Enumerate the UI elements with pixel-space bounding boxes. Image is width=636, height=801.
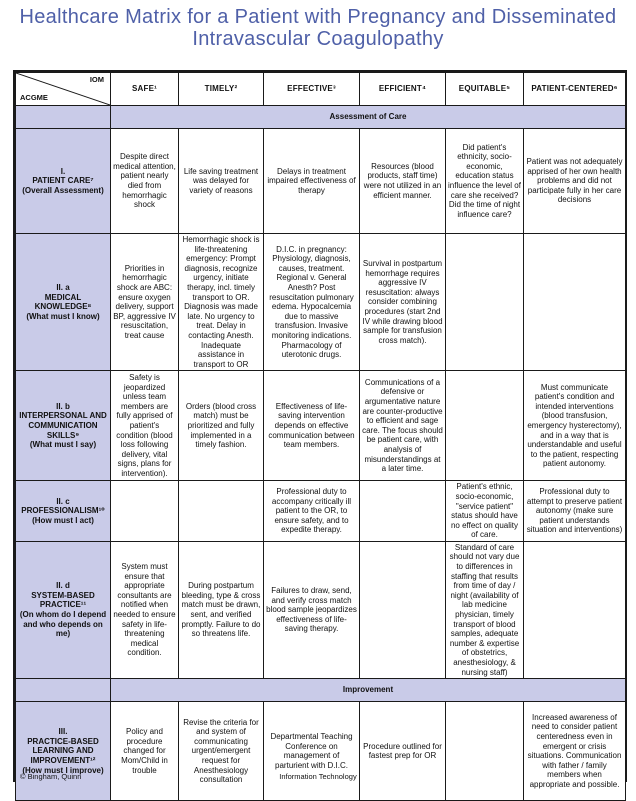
table-cell: Procedure outlined for fastest prep for OR <box>360 702 446 801</box>
table-row <box>16 234 626 371</box>
row-number: I. <box>60 166 66 176</box>
table-row <box>16 702 626 801</box>
table-cell: Delays in treatment impaired effectiveness of therapy <box>264 129 360 234</box>
table-cell <box>446 702 524 801</box>
table-cell: Despite direct medical attention, patient nearly died from hemorrhagic shock <box>111 129 179 234</box>
col-safe: SAFE¹ <box>111 73 179 106</box>
table-cell: D.I.C. in pregnancy: Physiology, diagnosis, causes, treatment. Regional v. General Anesth? Post resuscitation pulmonary edema. Hypocalcemia due to massive transfusion. Invasive monitoring indications. Pharmacology of uterotonic drugs. <box>264 234 360 371</box>
table-cell: Failures to draw, send, and verify cross match blood sample jeopardizes effectiveness of life-saving therapy. <box>264 541 360 678</box>
table-cell <box>360 481 446 542</box>
table-cell: Effectiveness of life-saving intervention depends on effective communication between team members. <box>264 371 360 481</box>
section-left-spacer <box>16 106 111 129</box>
section-row-assessment <box>16 106 626 129</box>
table-row <box>16 371 626 481</box>
col-timely: TIMELY² <box>179 73 264 106</box>
table-cell: Orders (blood cross match) must be prioritized and fully implemented in a timely fashion. <box>179 371 264 481</box>
table-cell: Increased awareness of need to consider patient centeredness even in emergent or crisis situations. Communication with father / family members when appropriate and possible. <box>524 702 626 801</box>
row-head-medical-knowledge <box>16 234 111 371</box>
row-subtitle: (What must I say) <box>29 440 97 450</box>
row-head-patient-care <box>16 129 111 234</box>
table-cell: Standard of care should not vary due to differences in staffing that results from time of day / night (availability of lab medicine physician, timely transport of blood samples, adequate number & expertise of obstetrics, anesthesiology, & nursing staff) <box>446 541 524 678</box>
row-head-practice-based <box>16 702 111 801</box>
corner-cell <box>16 73 111 106</box>
table-row <box>16 481 626 542</box>
row-subtitle: (Overall Assessment) <box>22 185 104 195</box>
table-cell: Communications of a defensive or argumentative nature are counter-productive to efficient and sage care. The focus should be patient care, with analysis of misunderstandings at a later time. <box>360 371 446 481</box>
table-cell: Patient was not adequately apprised of her own health problems and did not participate fully in her care decisions <box>524 129 626 234</box>
table-cell: System must ensure that appropriate consultants are notified when needed to ensure safety in life-threatening medical condition. <box>111 541 179 678</box>
title-line-2: Intravascular Coagulopathy <box>192 28 444 50</box>
row-number: II. a <box>56 282 70 292</box>
table-cell: Departmental Teaching Conference on management of parturient with D.I.C. <box>264 702 360 801</box>
row-number: II. d <box>56 581 70 591</box>
row-subtitle: (On whom do I depend and who depends on me) <box>19 610 107 639</box>
title-line-1: Healthcare Matrix for a Patient with Pregnancy and Disseminated <box>19 6 617 28</box>
corner-iom-label: IOM <box>89 75 104 84</box>
table-cell <box>446 371 524 481</box>
row-title: PRACTICE-BASED LEARNING AND IMPROVEMENT¹² <box>27 736 99 765</box>
corner-acgme-label: ACGME <box>20 93 48 103</box>
row-title: PATIENT CARE⁷ <box>32 176 94 186</box>
row-title: SYSTEM-BASED PRACTICE¹¹ <box>31 590 95 610</box>
row-number: II. c <box>56 496 70 506</box>
table-cell: Patient's ethnic, socio-economic, "service patient" status should have no effect on quality of care. <box>446 481 524 542</box>
healthcare-matrix <box>15 72 626 801</box>
col-patient-centered: PATIENT-CENTERED⁶ <box>524 73 626 106</box>
table-cell: Professional duty to attempt to preserve patient autonomy (make sure patient understands situation and interventions) <box>524 481 626 542</box>
table-cell: Did patient's ethnicity, socio-economic, education status influence the level of care she received? Did the time of night influence care? <box>446 129 524 234</box>
row-number: II. b <box>56 401 70 411</box>
table-cell <box>524 541 626 678</box>
table-cell <box>179 481 264 542</box>
col-effective: EFFECTIVE³ <box>264 73 360 106</box>
table-cell <box>446 234 524 371</box>
footer-copyright: © Bingham, Quinn <box>20 772 82 781</box>
table-cell: Priorities in hemorrhagic shock are ABC: ensure oxygen delivery, support BP, aggressive IV resuscitation, treat cause <box>111 234 179 371</box>
section-improvement: Improvement <box>111 679 626 702</box>
row-subtitle: (What must I know) <box>26 311 100 321</box>
table-cell <box>111 481 179 542</box>
table-cell: Revise the criteria for and system of communicating urgent/emergent request for Anesthesiology consultation <box>179 702 264 801</box>
table-cell: During postpartum bleeding, type & cross match must be drawn, sent, and verified promptly. Failure to do so threatens life. <box>179 541 264 678</box>
row-subtitle: (How must I improve) <box>22 765 104 775</box>
table-row <box>16 541 626 678</box>
row-head-professionalism <box>16 481 111 542</box>
table-cell: Resources (blood products, staff time) were not utilized in an efficient manner. <box>360 129 446 234</box>
row-number: III. <box>58 727 68 737</box>
table-cell: Life saving treatment was delayed for variety of reasons <box>179 129 264 234</box>
page-title <box>0 6 636 50</box>
table-cell: Survival in postpartum hemorrhage requires aggressive IV resuscitation: always consider combining procedures (start 2nd IV while drawing blood sample for transfusion cross match). <box>360 234 446 371</box>
row-head-system-based <box>16 541 111 678</box>
table-row <box>16 129 626 234</box>
row-title: PROFESSIONALISM¹⁰ <box>21 506 105 516</box>
table-cell: Must communicate patient's condition and intended interventions (blood transfusion, emergency hysterectomy), and in a way that is understandable and useful to the patient, respecting patient autonomy. <box>524 371 626 481</box>
row-title: MEDICAL KNOWLEDGE⁸ <box>34 292 92 312</box>
row-title: INTERPERSONAL AND COMMUNICATION SKILLS⁹ <box>19 411 107 440</box>
col-equitable: EQUITABLE⁵ <box>446 73 524 106</box>
table-cell: Professional duty to accompany critically ill patient to the OR, to ensure safety, and to expedite therapy. <box>264 481 360 542</box>
section-row-improvement <box>16 679 626 702</box>
table-cell: Safety is jeopardized unless team members are fully apprised of patient's condition (blood loss following delivery, vital signs, plans for intervention). <box>111 371 179 481</box>
table-cell <box>360 541 446 678</box>
row-subtitle: (How must I act) <box>32 515 94 525</box>
table-cell: Hemorrhagic shock is life-threatening emergency: Prompt diagnosis, recognize urgency, initiate therapy, incl. timely transport to OR. Diagnosis was made late. No urgency to treat. Delay in contacting Anesth. Inadequate assistance in transport to OR <box>179 234 264 371</box>
footer-center: Information Technology <box>279 772 357 781</box>
col-efficient: EFFICIENT⁴ <box>360 73 446 106</box>
header-row <box>16 73 626 106</box>
section-left-spacer <box>16 679 111 702</box>
section-assessment: Assessment of Care <box>111 106 626 129</box>
row-head-interpersonal <box>16 371 111 481</box>
table-cell <box>524 234 626 371</box>
table-cell: Policy and procedure changed for Mom/Child in trouble <box>111 702 179 801</box>
